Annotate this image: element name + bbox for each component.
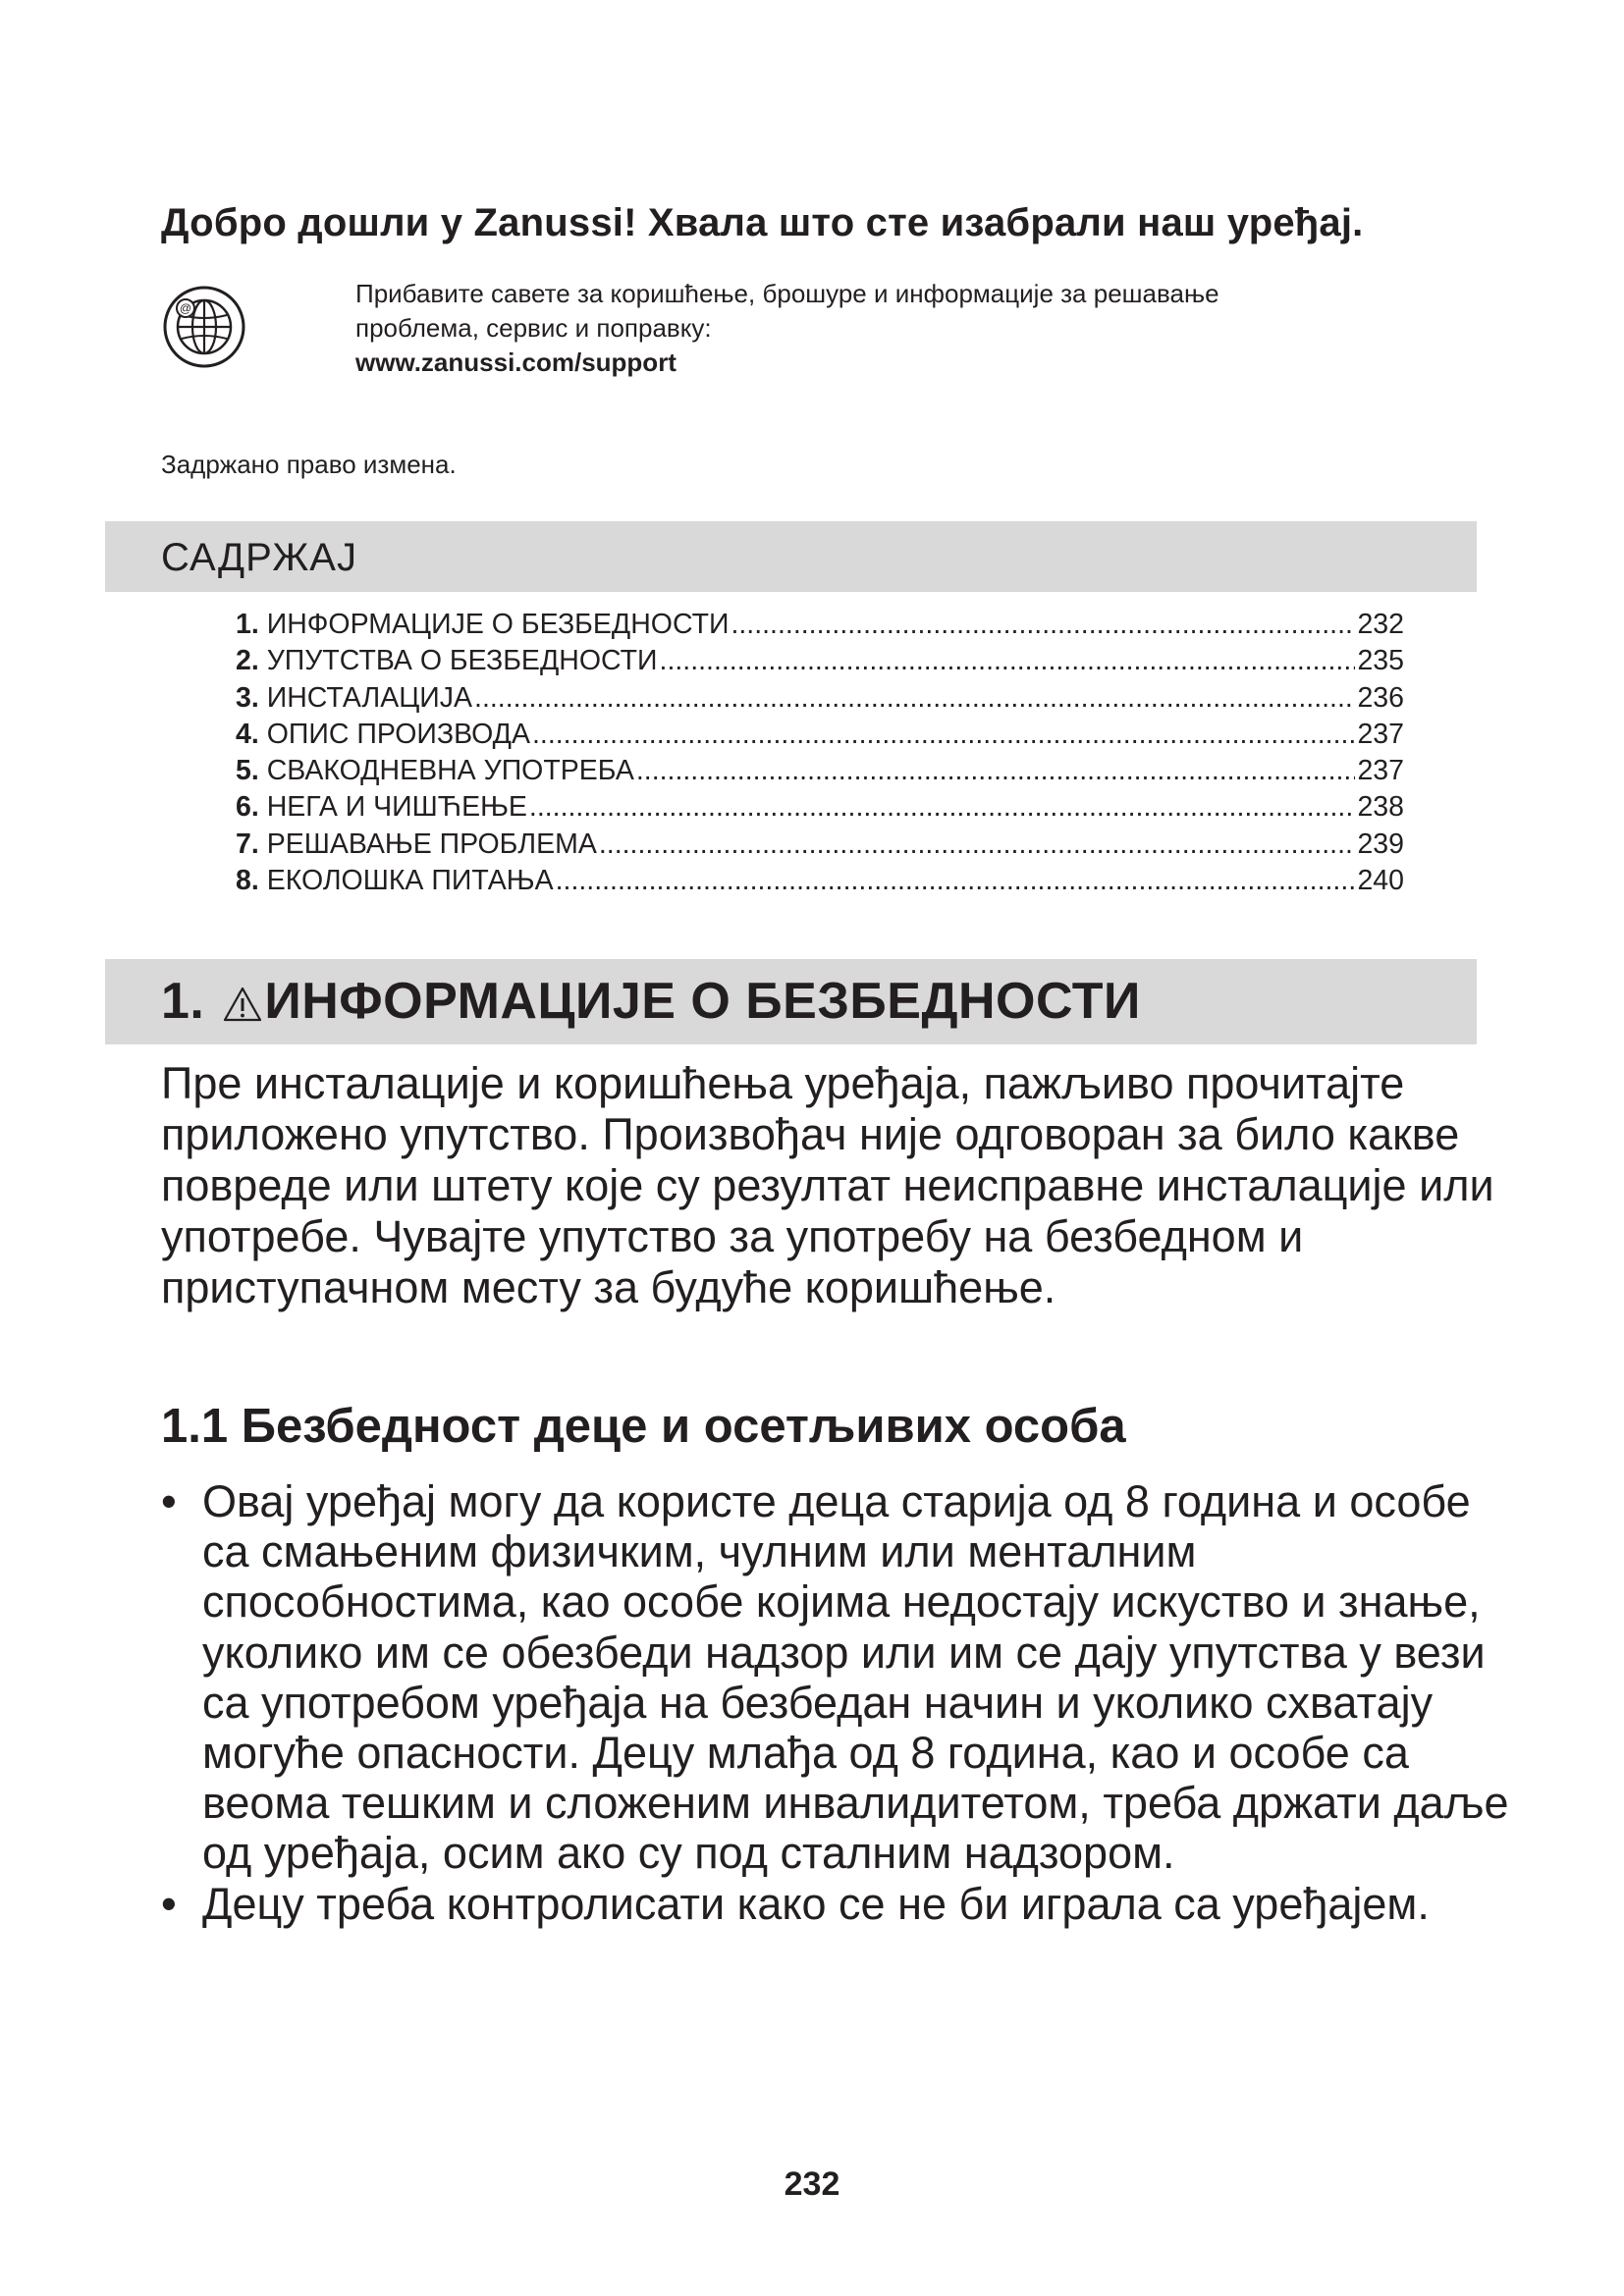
list-item: • Овај уређај могу да користе деца старија од 8 година и особе са смањеним физичким, чулним или менталним способностима, као особе којима недостају искуство и знање, уколико им се обезбеди надзор или им се дају упутства у вези са употребом уређаја на безбедан начин и уколико схватају могуће опасности. Децу млађа од 8 година, као и особе са веома тешким и сложеним инвалидитетом, треба држати даље од уређаја, осим ако су под сталним надзором. (161, 1476, 1526, 1879)
toc-item-page: 236 (1357, 681, 1404, 714)
toc-item-page: 232 (1357, 609, 1404, 640)
toc-item-page: 240 (1357, 865, 1404, 897)
warning-icon (223, 987, 262, 1022)
support-line-2: проблема, сервис и поправку: (355, 313, 712, 343)
toc-item-4[interactable] (236, 719, 1404, 755)
list-item-text: Овај уређај могу да користе деца старија од 8 година и особе са смањеним физичким, чулним или менталним способностима, као особе којима недостају искуство и знање, уколико им се обезбеди надзор или им се дају упутства у вези са употребом уређаја на безбедан начин и уколико схватају могуће опасности. Децу млађа од 8 година, као и особе са веома тешким и сложеним инвалидитетом, треба држати даље од уређаја, осим ако су под сталним надзором. (202, 1476, 1509, 1879)
toc-item-number: 7. (236, 828, 259, 860)
toc-item-1[interactable] (236, 609, 1404, 645)
support-url-link[interactable]: www.zanussi.com/support (355, 347, 677, 377)
list-item: • Децу треба контролисати како се не би играла са уређајем. (161, 1878, 1430, 1929)
intro-paragraph: Пре инсталације и коришћења уређаја, пажљиво прочитајте приложено упутство. Произвођач није одговоран за било какве повреде или штету које су резултат неисправне инсталације или употребе. Чувајте упутство за употребу на безбедном и приступачном месту за будуће коришћење. (161, 1058, 1494, 1312)
toc-item-label: ЕКОЛОШКА ПИТАЊА (266, 865, 554, 897)
welcome-heading: Добро дошли у Zanussi! Хвала што сте изабрали наш уређај. (161, 201, 1364, 244)
toc-item-3[interactable] (236, 682, 1404, 719)
toc-item-8[interactable] (236, 865, 1404, 901)
toc-item-number: 5. (236, 755, 259, 787)
toc-item-page: 235 (1357, 645, 1404, 677)
section-title (161, 972, 1141, 1031)
toc-item-label: НЕГА И ЧИШЋЕЊЕ (266, 791, 527, 824)
toc-item-page: 237 (1357, 755, 1404, 787)
rights-notice: Задржано право измена. (161, 450, 457, 479)
toc-item-label: ИНСТАЛАЦИЈА (266, 681, 473, 714)
toc-item-page: 238 (1357, 791, 1404, 824)
toc-item-label: УПУТСТВА О БЕЗБЕДНОСТИ (266, 645, 658, 677)
page-number: 232 (784, 2165, 840, 2203)
toc-item-5[interactable] (236, 755, 1404, 791)
toc-item-label: ИНФОРМАЦИЈЕ О БЕЗБЕДНОСТИ (266, 609, 730, 640)
toc-item-page: 239 (1357, 828, 1404, 860)
toc-item-label: ОПИС ПРОИЗВОДА (266, 718, 530, 750)
support-info (355, 277, 1219, 380)
section-number: 1. (161, 973, 205, 1030)
toc-item-number: 1. (236, 609, 259, 640)
toc-item-number: 2. (236, 645, 259, 677)
toc-item-7[interactable] (236, 828, 1404, 865)
toc-item-label: РЕШАВАЊЕ ПРОБЛЕМА (266, 828, 597, 860)
section-title-text: ИНФОРМАЦИЈЕ О БЕЗБЕДНОСТИ (264, 973, 1141, 1030)
bullet-list (161, 1476, 1526, 1929)
toc-item-2[interactable] (236, 645, 1404, 681)
globe-icon (162, 285, 246, 369)
support-line-1: Прибавите савете за коришћење, брошуре и информације за решавање (355, 279, 1219, 308)
toc-item-label: СВАКОДНЕВНА УПОТРЕБА (266, 755, 634, 787)
table-of-contents (236, 609, 1404, 901)
toc-title: САДРЖАЈ (161, 536, 357, 579)
toc-item-number: 4. (236, 718, 259, 750)
toc-item-number: 8. (236, 865, 259, 897)
toc-item-number: 3. (236, 681, 259, 714)
toc-item-number: 6. (236, 791, 259, 824)
list-item-text: Децу треба контролисати како се не би играла са уређајем. (202, 1878, 1430, 1929)
subsection-title: 1.1 Безбедност деце и осетљивих особа (161, 1400, 1126, 1453)
toc-item-6[interactable] (236, 791, 1404, 828)
svg-text:@: @ (179, 301, 192, 315)
toc-item-page: 237 (1357, 718, 1404, 750)
